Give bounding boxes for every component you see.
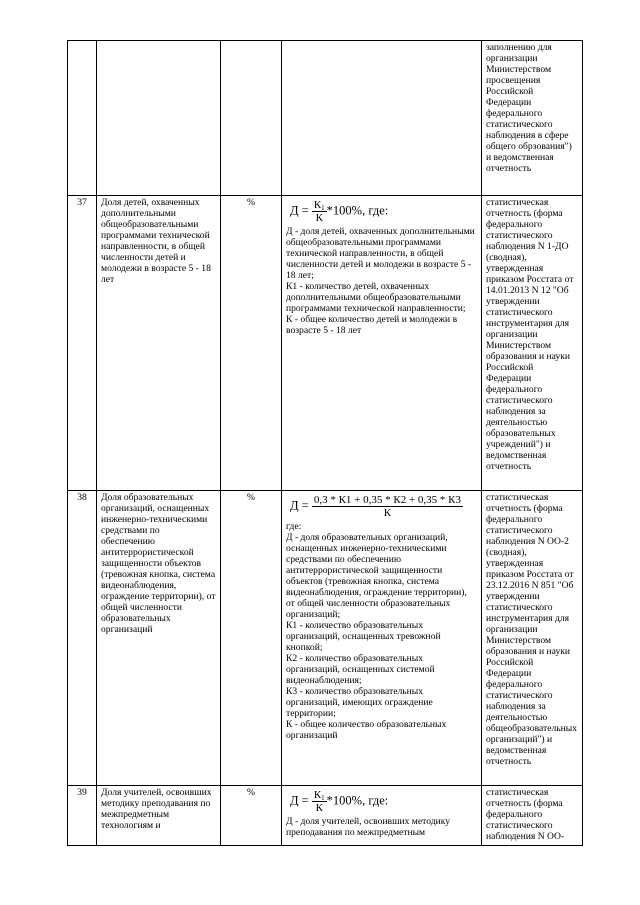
unit: % [221,491,282,786]
definition: К - общее количество образовательных организаций [286,719,447,741]
table-row [68,196,583,491]
formula-fraction [312,789,327,814]
unit: % [221,786,282,846]
where-label: где: [286,521,302,532]
row-number: 37 [68,196,97,491]
unit [221,41,282,196]
formula [290,199,477,224]
formula-lhs: Д = [290,793,312,808]
definition: Д - доля образовательных организаций, оснащенных инженерно-техническими средствами по обеспечению антитеррористической защищенности объектов (тревожная кнопка, система видеонаблюдения, ограждение территории), от общей численности образовательных организаций; [286,532,467,620]
data-source: статистическая отчетность (форма федерального статистического наблюдения N ОО-2 (сводная), утвержденная приказом Росстата от 23.12.2016 N 851 "Об утверждении статистического инструментария для организации Министерством образования и науки Российской Федерации федерального статистического наблюдения за деятельностью общеобразовательных организаций") и ведомственная отчетность [482,491,583,786]
row-number [68,41,97,196]
formula-numerator-index: 1 [321,204,325,212]
formula-tail: *100%, где: [326,203,389,218]
definition: К1 - количество детей, охваченных дополнительными общеобразовательными программами технической направленности; [286,281,466,314]
formula-numerator: К [313,199,322,211]
formula-numerator: 0,3 * К1 + 0,35 * К2 + 0,35 * К3 [313,494,461,506]
data-source: статистическая отчетность (форма федерального статистического наблюдения N 1-ДО (сводная), утвержденная приказом Росстата от 14.01.2013 N 12 "Об утверждении статистического инструментария для организации Министерством образования и науки Российской Федерации федерального статистического наблюдения за деятельностью образовательных учреждений") и ведомственная отчетность [482,196,583,491]
definition: К2 - количество образовательных организаций, оснащенных системой видеонаблюдения; [286,653,435,686]
formula-numerator: К [313,789,322,801]
formula-fraction [312,199,327,224]
formula-denominator: К [315,212,323,224]
calculation-method [282,786,482,846]
definition: Д - доля детей, охваченных дополнительными общеобразовательными программами технической направленности, в общей численности детей и молодежи в возрасте 5 - 18 лет; [286,226,475,281]
data-source: заполнению для организации Министерством просвещения Российской Федерации федерального статистического наблюдения в сфере общего обрзования") и ведомственная отчетность [482,41,583,196]
table-row [68,491,583,786]
indicator-name: Доля образовательных организаций, оснащенных инженерно-техническими средствами по обеспечению антитеррористической защищенности объектов (тревожная кнопка, система видеонаблюдения, ограждение территории), от общей численности образовательных организаций [97,491,221,786]
formula-fraction [312,494,463,519]
indicators-table [67,40,583,846]
formula-lhs: Д = [290,203,312,218]
indicator-name [97,41,221,196]
indicator-name: Доля учителей, освоивших методику преподавания по межпредметным технологиям и [97,786,221,846]
indicator-name: Доля детей, охваченных дополнительными общеобразовательными программами технической направленности, в общей численности детей и молодежи в возрасте 5 - 18 лет [97,196,221,491]
unit: % [221,196,282,491]
formula [290,494,477,519]
formula-tail: *100%, где: [326,793,389,808]
row-number: 38 [68,491,97,786]
definition: Д - доля учителей, освоивших методику преподавания по межпредметным [286,816,451,838]
formula [290,789,477,814]
calculation-method [282,491,482,786]
data-source: статистическая отчетность (форма федерального статистического наблюдения N ОО- [482,786,583,846]
table-row [68,41,583,196]
table-row [68,786,583,846]
formula-lhs: Д = [290,498,312,513]
formula-denominator: К [383,507,392,519]
definition: К - общее количество детей и молодежи в возрасте 5 - 18 лет [286,314,458,336]
row-number: 39 [68,786,97,846]
formula-numerator-index: 1 [321,794,325,802]
calculation-method [282,196,482,491]
definition: К3 - количество образовательных организаций, имеющих ограждение территории; [286,686,433,719]
formula-denominator: К [315,802,323,814]
calculation-method [282,41,482,196]
definition: К1 - количество образовательных организаций, оснащенных тревожной кнопкой; [286,620,441,653]
